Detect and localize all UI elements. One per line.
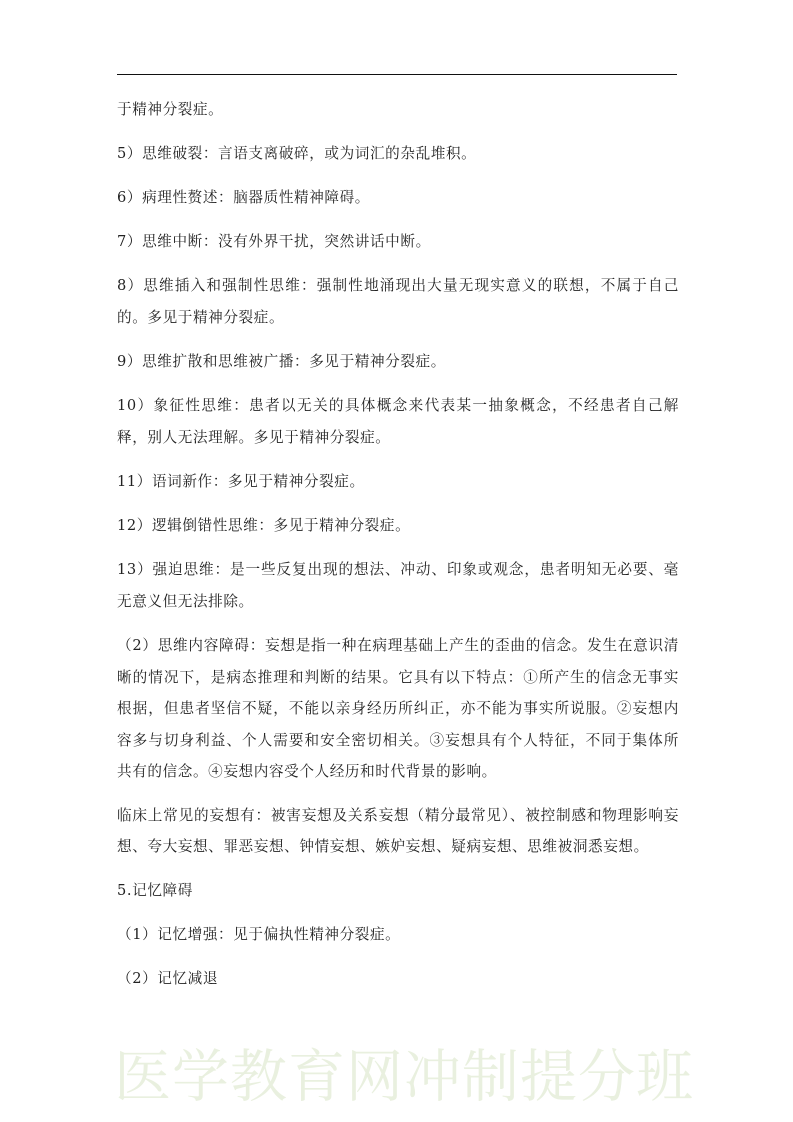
document-body bbox=[117, 94, 679, 1007]
paragraph-item-12: 12）逻辑倒错性思维：多见于精神分裂症。 bbox=[117, 517, 411, 534]
paragraph-memory-2: （2）记忆减退 bbox=[117, 969, 219, 987]
paragraph-item-6: 6）病理性赘述：脑器质性精神障碍。 bbox=[117, 189, 370, 206]
watermark: 医学教育网冲制提分班 bbox=[114, 1044, 694, 1110]
paragraph-delusion: （2）思维内容障碍：妄想是指一种在病理基础上产生的歪曲的信念。发生在意识清晰的情况下，是病态推理和判断的结果。它具有以下特点：①所产生的信念无事实根据，但患者坚信不疑，不能以亲身经历所纠正，亦不能为事实所说服。②妄想内容多与切身利益、个人需要和安全密切相关。③妄想具有个人特征，不同于集体所共有的信念。④妄想内容受个人经历和时代背景的影响。 bbox=[117, 637, 679, 780]
paragraph-continuation: 于精神分裂症。 bbox=[117, 101, 224, 118]
paragraph-item-9: 9）思维扩散和思维被广播：多见于精神分裂症。 bbox=[117, 353, 446, 370]
paragraph-common-delusions: 临床上常见的妄想有：被害妄想及关系妄想（精分最常见）、被控制感和物理影响妄想、夸大妄想、罪恶妄想、钟情妄想、嫉妒妄想、疑病妄想、思维被洞悉妄想。 bbox=[117, 806, 679, 855]
section-heading-memory: 5.记忆障碍 bbox=[117, 881, 193, 899]
paragraph-memory-1: （1）记忆增强：见于偏执性精神分裂症。 bbox=[117, 925, 401, 943]
paragraph-item-7: 7）思维中断：没有外界干扰，突然讲话中断。 bbox=[117, 233, 431, 250]
paragraph-item-10: 10）象征性思维：患者以无关的具体概念来代表某一抽象概念，不经患者自己解释，别人无法理解。多见于精神分裂症。 bbox=[117, 397, 679, 446]
paragraph-item-11: 11）语词新作：多见于精神分裂症。 bbox=[117, 473, 365, 490]
paragraph-item-5: 5）思维破裂：言语支离破碎，或为词汇的杂乱堆积。 bbox=[117, 145, 477, 162]
header-rule bbox=[117, 74, 677, 75]
paragraph-item-13: 13）强迫思维：是一些反复出现的想法、冲动、印象或观念，患者明知无必要、毫无意义但无法排除。 bbox=[117, 561, 679, 610]
paragraph-item-8: 8）思维插入和强制性思维：强制性地涌现出大量无现实意义的联想，不属于自己的。多见于精神分裂症。 bbox=[117, 277, 679, 326]
